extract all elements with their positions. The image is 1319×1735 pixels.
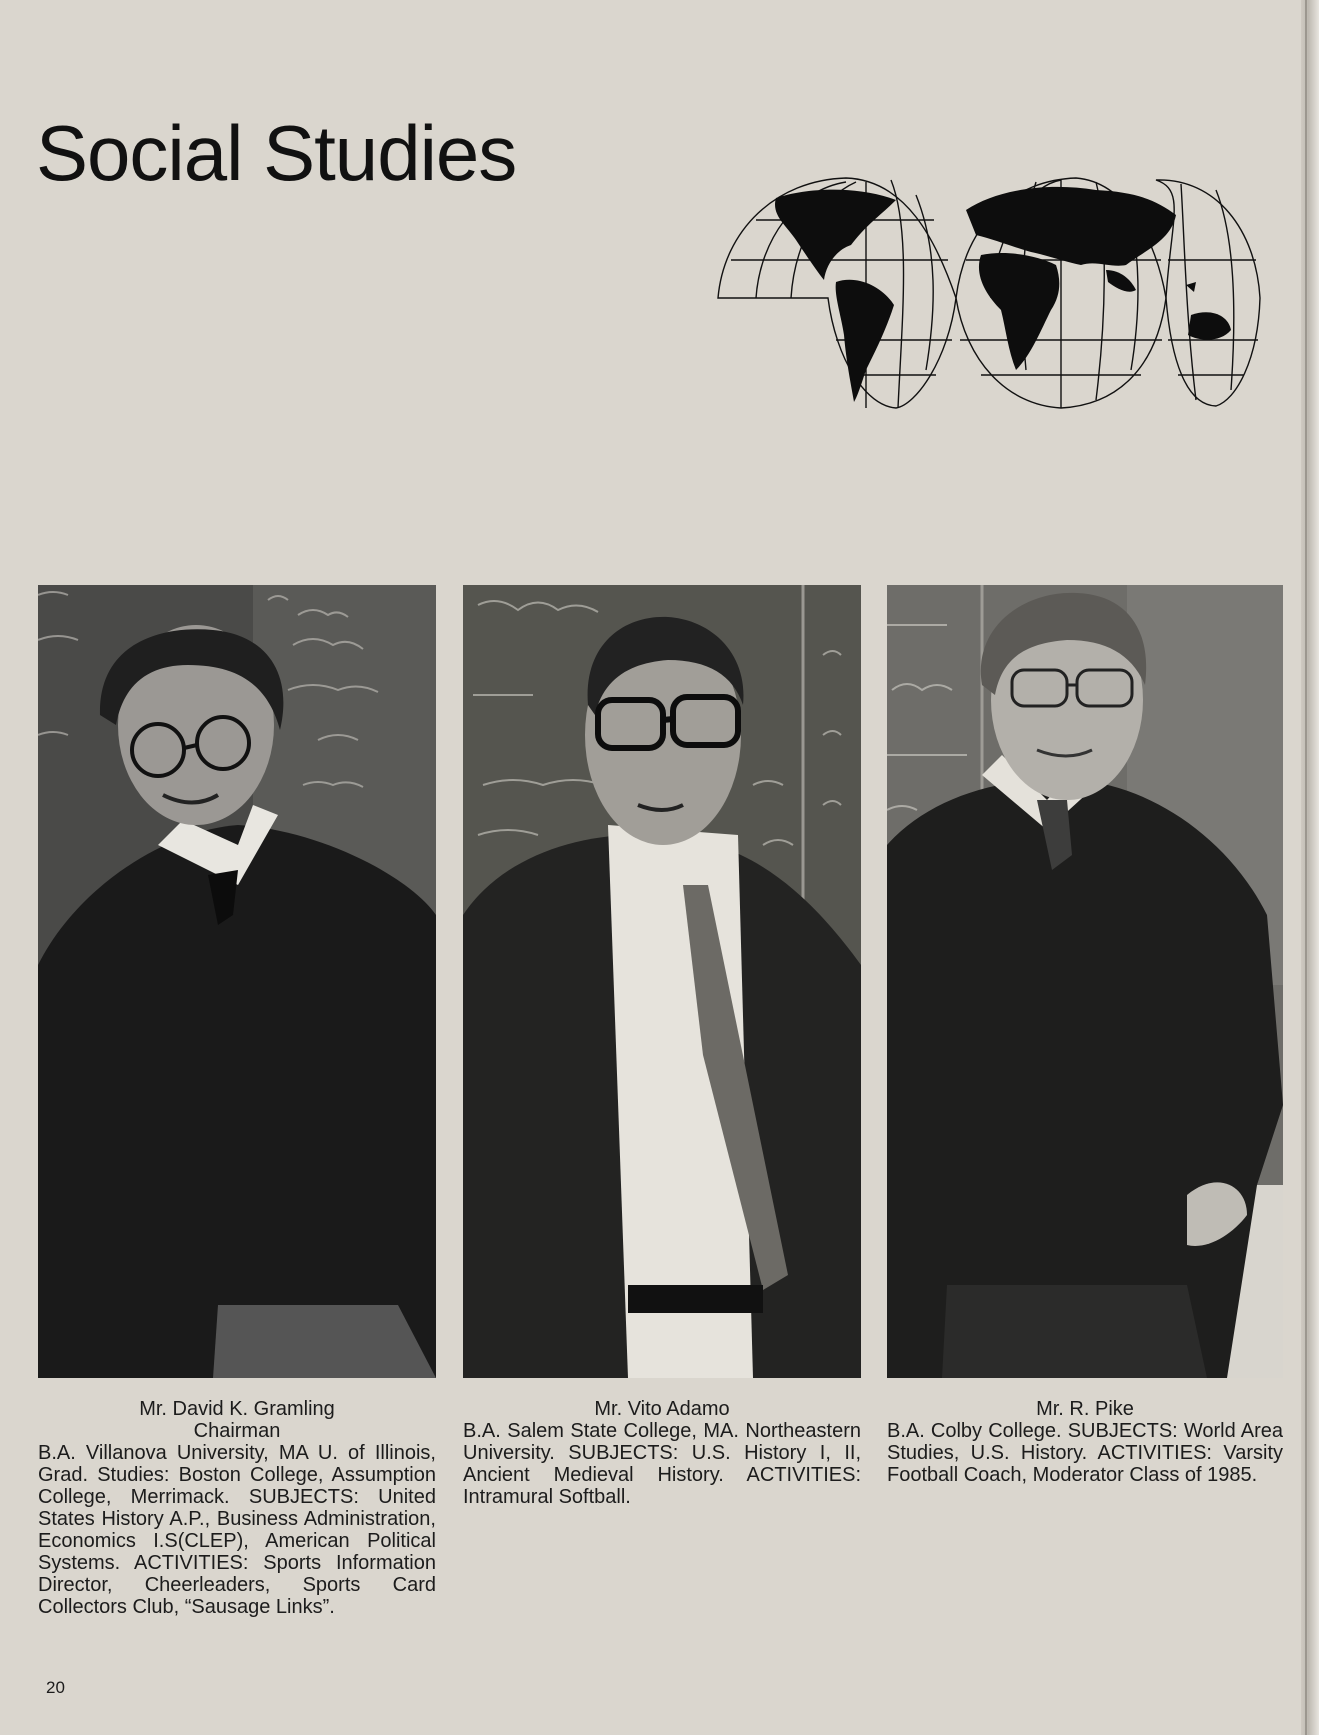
faculty-caption [38, 1398, 436, 1618]
faculty-caption [887, 1398, 1283, 1486]
faculty-role: Chairman [193, 1420, 281, 1442]
faculty-bio: B.A. Colby College. SUBJECTS: World Area Studies, U.S. History. ACTIVITIES: Varsity Football Coach, Moderator Class of 1985. [887, 1420, 1283, 1486]
faculty-bio: B.A. Salem State College, MA. Northeastern University. SUBJECTS: U.S. History I, II, Ancient Medieval History. ACTIVITIES: Intramural Softball. [463, 1420, 861, 1508]
photo-pike [887, 585, 1283, 1378]
page-number: 20 [46, 1678, 65, 1697]
photo-adamo [463, 585, 861, 1378]
faculty-caption [463, 1398, 861, 1508]
faculty-name: Mr. R. Pike [1036, 1398, 1134, 1420]
world-map-icon [716, 170, 1262, 410]
faculty-name: Mr. David K. Gramling [139, 1398, 335, 1420]
faculty-bio: B.A. Villanova University, MA U. of Illinois, Grad. Studies: Boston College, Assumption College, Merrimack. SUBJECTS: United States History A.P., Business Administration, Economics I.S(CLEP), American Political Systems. ACTIVITIES: Sports Information Director, Cheerleaders, Sports Card Collectors Club, “Sausage Links”. [38, 1442, 436, 1618]
photo-gramling [38, 585, 436, 1378]
page-gutter-edge [1301, 0, 1319, 1735]
faculty-name: Mr. Vito Adamo [594, 1398, 730, 1420]
page-title: Social Studies [36, 109, 517, 197]
